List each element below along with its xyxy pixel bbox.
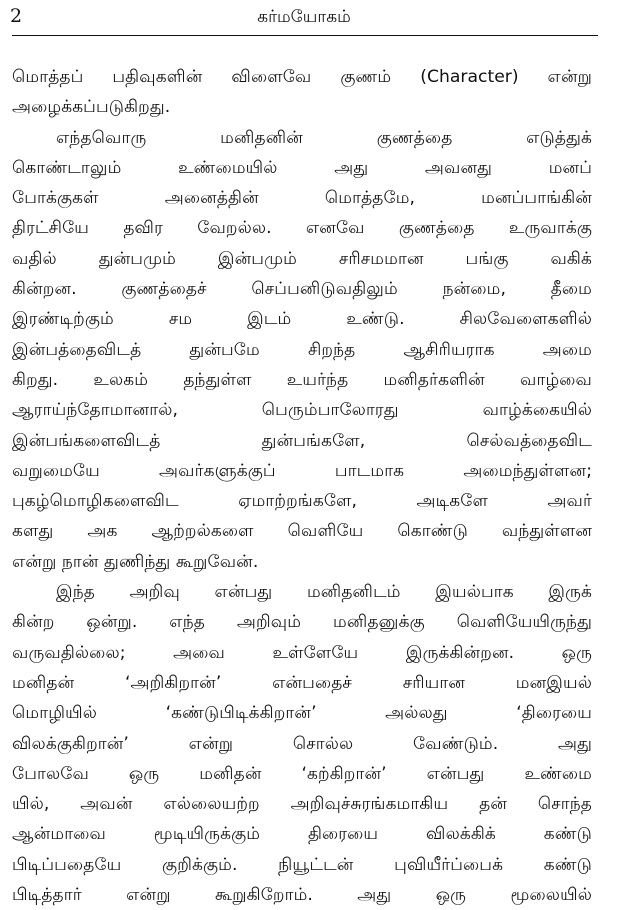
text-line: கின்றன. குணத்தைச் செப்பனிடுவதிலும் நன்மை, தீமை [12, 279, 592, 300]
text-line: என்று நான் துணிந்து கூறுவேன். [12, 551, 259, 572]
text-line: மனிதன் ‘அறிகிறான்’ என்பதைச் சரியான மனஇயல் [12, 672, 592, 693]
text-line: திரட்சியே தவிர வேறல்ல. எனவே குணத்தை உருவாக்கு [12, 218, 592, 239]
text-line: மொத்தப் பதிவுகளின் விளைவே குணம் (Character) என்று [12, 67, 592, 87]
text-line: யில், அவன் எல்லையற்ற அறிவுச்சுரங்கமாகிய தன் சொந்த [12, 794, 592, 815]
text-line: புகழ்மொழிகளைவிட ஏமாற்றங்களே, அடிகளே அவர் [12, 491, 592, 512]
text-line: எந்தவொரு மனிதனின் குணத்தை எடுத்துக் [56, 127, 592, 148]
text-line: இன்பத்தைவிடத் துன்பமே சிறந்த ஆசிரியராக அமை [12, 339, 592, 360]
text-line: போக்குகள் அனைத்தின் மொத்தமே, மனப்பாங்கின் [12, 188, 592, 209]
text-line: ஆராய்ந்தோமானால், பெரும்பாலோரது வாழ்க்கையில் [12, 400, 592, 421]
text-line: இன்பங்களைவிடத் துன்பங்களே, செல்வத்தைவிட [12, 430, 592, 451]
text-line: போலவே ஒரு மனிதன் ‘கற்கிறான்’ என்பது உண்மை [12, 763, 592, 784]
text-line: பிடிப்பதையே குறிக்கும். நியூட்டன் புவியீர்ப்பைக் கண்டு [12, 854, 592, 875]
text-line: இந்த அறிவு என்பது மனிதனிடம் இயல்பாக இருக் [56, 582, 592, 603]
text-line: ஆன்மாவை மூடியிருக்கும் திரையை விலக்கிக் கண்டு [12, 824, 592, 845]
body-text [12, 62, 592, 910]
page-header [10, 4, 598, 36]
running-title: கர்மயோகம் [257, 7, 351, 27]
text-line: மொழியில் ‘கண்டுபிடிக்கிறான்’ அல்லது ‘திரையை [12, 703, 592, 724]
text-line: விலக்குகிறான்’ என்று சொல்ல வேண்டும். அது [12, 733, 592, 754]
text-line: வறுமையே அவர்களுக்குப் பாடமாக அமைந்துள்ளன; [12, 460, 592, 481]
text-line: வதில் துன்பமும் இன்பமும் சரிசமமான பங்கு வகிக் [12, 248, 592, 269]
text-line: கிறது. உலகம் தந்துள்ள உயர்ந்த மனிதர்களின் வாழ்வை [12, 369, 592, 390]
page-number: 2 [10, 5, 23, 27]
text-line: இரண்டிற்கும் சம இடம் உண்டு. சிலவேளைகளில் [12, 309, 592, 330]
text-line: பிடித்தார் என்று கூறுகிறோம். அது ஒரு மூலையில் [12, 885, 592, 906]
text-line: கொண்டாலும் உண்மையில் அது அவனது மனப் [12, 157, 592, 178]
text-line: கின்ற ஒன்று. எந்த அறிவும் மனிதனுக்கு வெளியேயிருந்து [12, 612, 592, 633]
text-line: வருவதில்லை; அவை உள்ளேயே இருக்கின்றன. ஒரு [12, 642, 592, 663]
text-line: அழைக்கப்படுகிறது. [12, 97, 171, 118]
text-line: களது அக ஆற்றல்களை வெளியே கொண்டு வந்துள்ளன [12, 521, 592, 542]
header-rule [12, 35, 598, 36]
